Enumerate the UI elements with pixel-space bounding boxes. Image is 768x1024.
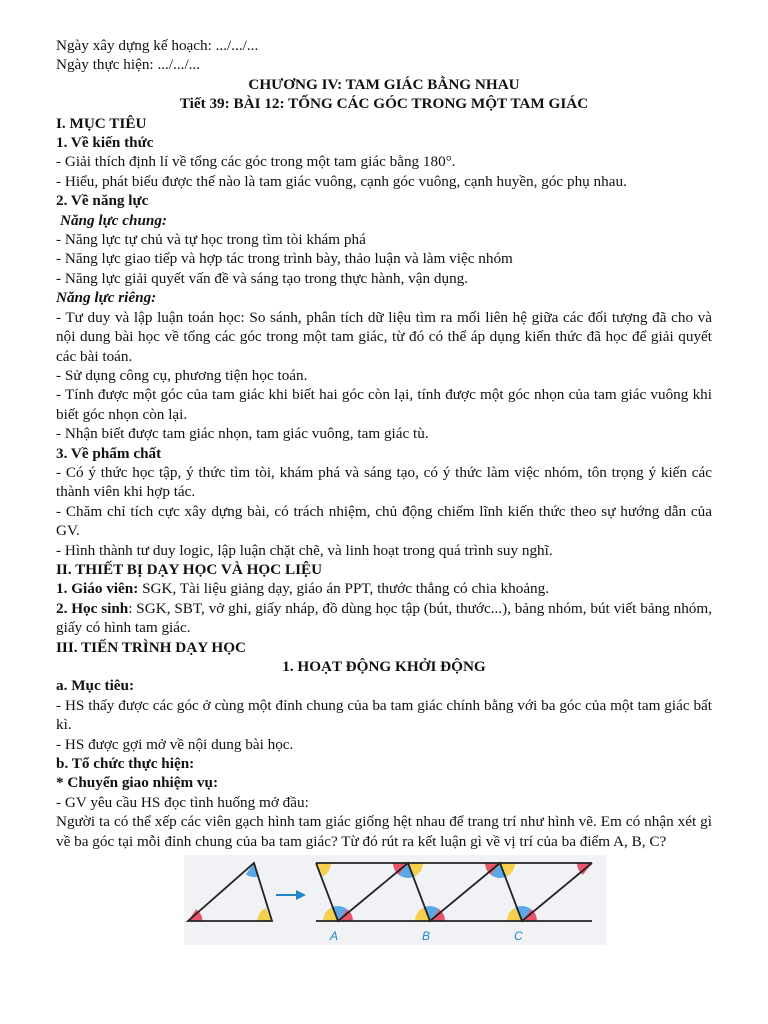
- qualities-title: 3. Về phẩm chất: [56, 444, 162, 462]
- specific-competency-3: - Tính được một góc của tam giác khi biết hai góc còn lại, tính được một góc nhọn của tam giác vuông khi biết góc nhọn còn lại.: [56, 386, 712, 423]
- teacher-label: 1. Giáo viên:: [56, 580, 139, 598]
- qualities-item-3: - Hình thành tư duy logic, lập luận chặt chẽ, và linh hoạt trong quá trình suy nghĩ.: [56, 541, 553, 559]
- knowledge-item-2: - Hiểu, phát biểu được thế nào là tam giác vuông, cạnh góc vuông, cạnh huyền, góc phụ nhau.: [56, 172, 627, 190]
- triangle-tiling-figure: [184, 855, 712, 950]
- student-text: : SGK, SBT, vở ghi, giấy nháp, đồ dùng học tập (bút, thước...), bảng nhóm, bút viết bảng nhóm, giấy có hình tam giác.: [56, 599, 712, 637]
- specific-competency-4: - Nhận biết được tam giác nhọn, tam giác vuông, tam giác tù.: [56, 425, 429, 443]
- student-materials: [56, 599, 712, 638]
- specific-competency-title: Năng lực riêng:: [56, 289, 157, 307]
- section-equipment-title: II. THIẾT BỊ DẠY HỌC VÀ HỌC LIỆU: [56, 560, 323, 578]
- qualities-item-2: - Chăm chỉ tích cực xây dựng bài, có trách nhiệm, chủ động chiếm lĩnh kiến thức theo sự hướng dẫn của GV.: [56, 502, 712, 540]
- general-competency-3: - Năng lực giải quyết vấn đề và sáng tạo trong thực hành, vận dụng.: [56, 269, 469, 287]
- goal-item-2: - HS được gợi mở về nội dung bài học.: [56, 735, 294, 753]
- lesson-title: Tiết 39: BÀI 12: TỔNG CÁC GÓC TRONG MỘT TAM GIÁC: [179, 95, 589, 113]
- task-item-2: Người ta có thể xếp các viên gạch hình tam giác giống hệt nhau để trang trí như hình vẽ. Em có nhận xét gì về ba góc tại mỗi đỉnh chung của ba tam giác? Từ đó rút ra kết luận gì về vị trí của ba điểm A, B, C?: [56, 813, 712, 850]
- general-competency-1: - Năng lực tự chủ và tự học trong tìm tòi khám phá: [56, 231, 366, 249]
- point-label-b: B: [422, 929, 431, 944]
- specific-competency-2: - Sử dụng công cụ, phương tiện học toán.: [56, 366, 308, 384]
- triangle-tiling-diagram: [184, 855, 606, 945]
- general-competency-title: Năng lực chung:: [60, 211, 167, 229]
- teacher-materials: [56, 579, 712, 598]
- organization-title: b. Tổ chức thực hiện:: [56, 755, 195, 773]
- student-label: 2. Học sinh: [56, 599, 129, 617]
- date-plan: Ngày xây dựng kế hoạch: .../.../...: [56, 37, 259, 54]
- section-process-title: III. TIẾN TRÌNH DẠY HỌC: [56, 638, 247, 656]
- qualities-item-1: - Có ý thức học tập, ý thức tìm tòi, khám phá và sáng tạo, có ý thức làm việc nhóm, tôn trọng ý kiến các thành viên khi hợp tác.: [56, 463, 712, 501]
- goal-title: a. Mục tiêu:: [56, 677, 135, 695]
- goal-item-1: - HS thấy được các góc ở cùng một đỉnh chung của ba tam giác chính bằng với ba góc của một tam giác bất kì.: [56, 696, 712, 734]
- competency-title: 2. Về năng lực: [56, 192, 149, 210]
- task-item-1: - GV yêu cầu HS đọc tình huống mở đầu:: [56, 793, 309, 811]
- specific-competency-1: - Tư duy và lập luận toán học: So sánh, phân tích dữ liệu tìm ra mối liên hệ giữa các đối tượng đã cho và nội dung bài học về tổng các góc trong một tam giác, từ đó có thể áp dụng kiến thức đã học để giải quyết các bài toán.: [56, 308, 712, 365]
- point-label-a: A: [330, 929, 339, 944]
- teacher-text: SGK, Tài liệu giảng dạy, giáo án PPT, thước thẳng có chia khoảng.: [138, 580, 550, 598]
- warmup-activity-title: 1. HOẠT ĐỘNG KHỞI ĐỘNG: [282, 658, 486, 675]
- general-competency-2: - Năng lực giao tiếp và hợp tác trong trình bày, thảo luận và làm việc nhóm: [56, 250, 513, 268]
- section-objectives-title: I. MỤC TIÊU: [56, 114, 147, 132]
- point-label-c: C: [514, 929, 523, 944]
- task-assignment-title: * Chuyển giao nhiệm vụ:: [56, 774, 219, 792]
- date-exec: Ngày thực hiện: .../.../...: [56, 56, 201, 74]
- knowledge-item-1: - Giải thích định lí về tổng các góc trong một tam giác bằng 180°.: [56, 153, 456, 171]
- chapter-title: CHƯƠNG IV: TAM GIÁC BẰNG NHAU: [248, 75, 520, 93]
- knowledge-title: 1. Về kiến thức: [56, 134, 154, 152]
